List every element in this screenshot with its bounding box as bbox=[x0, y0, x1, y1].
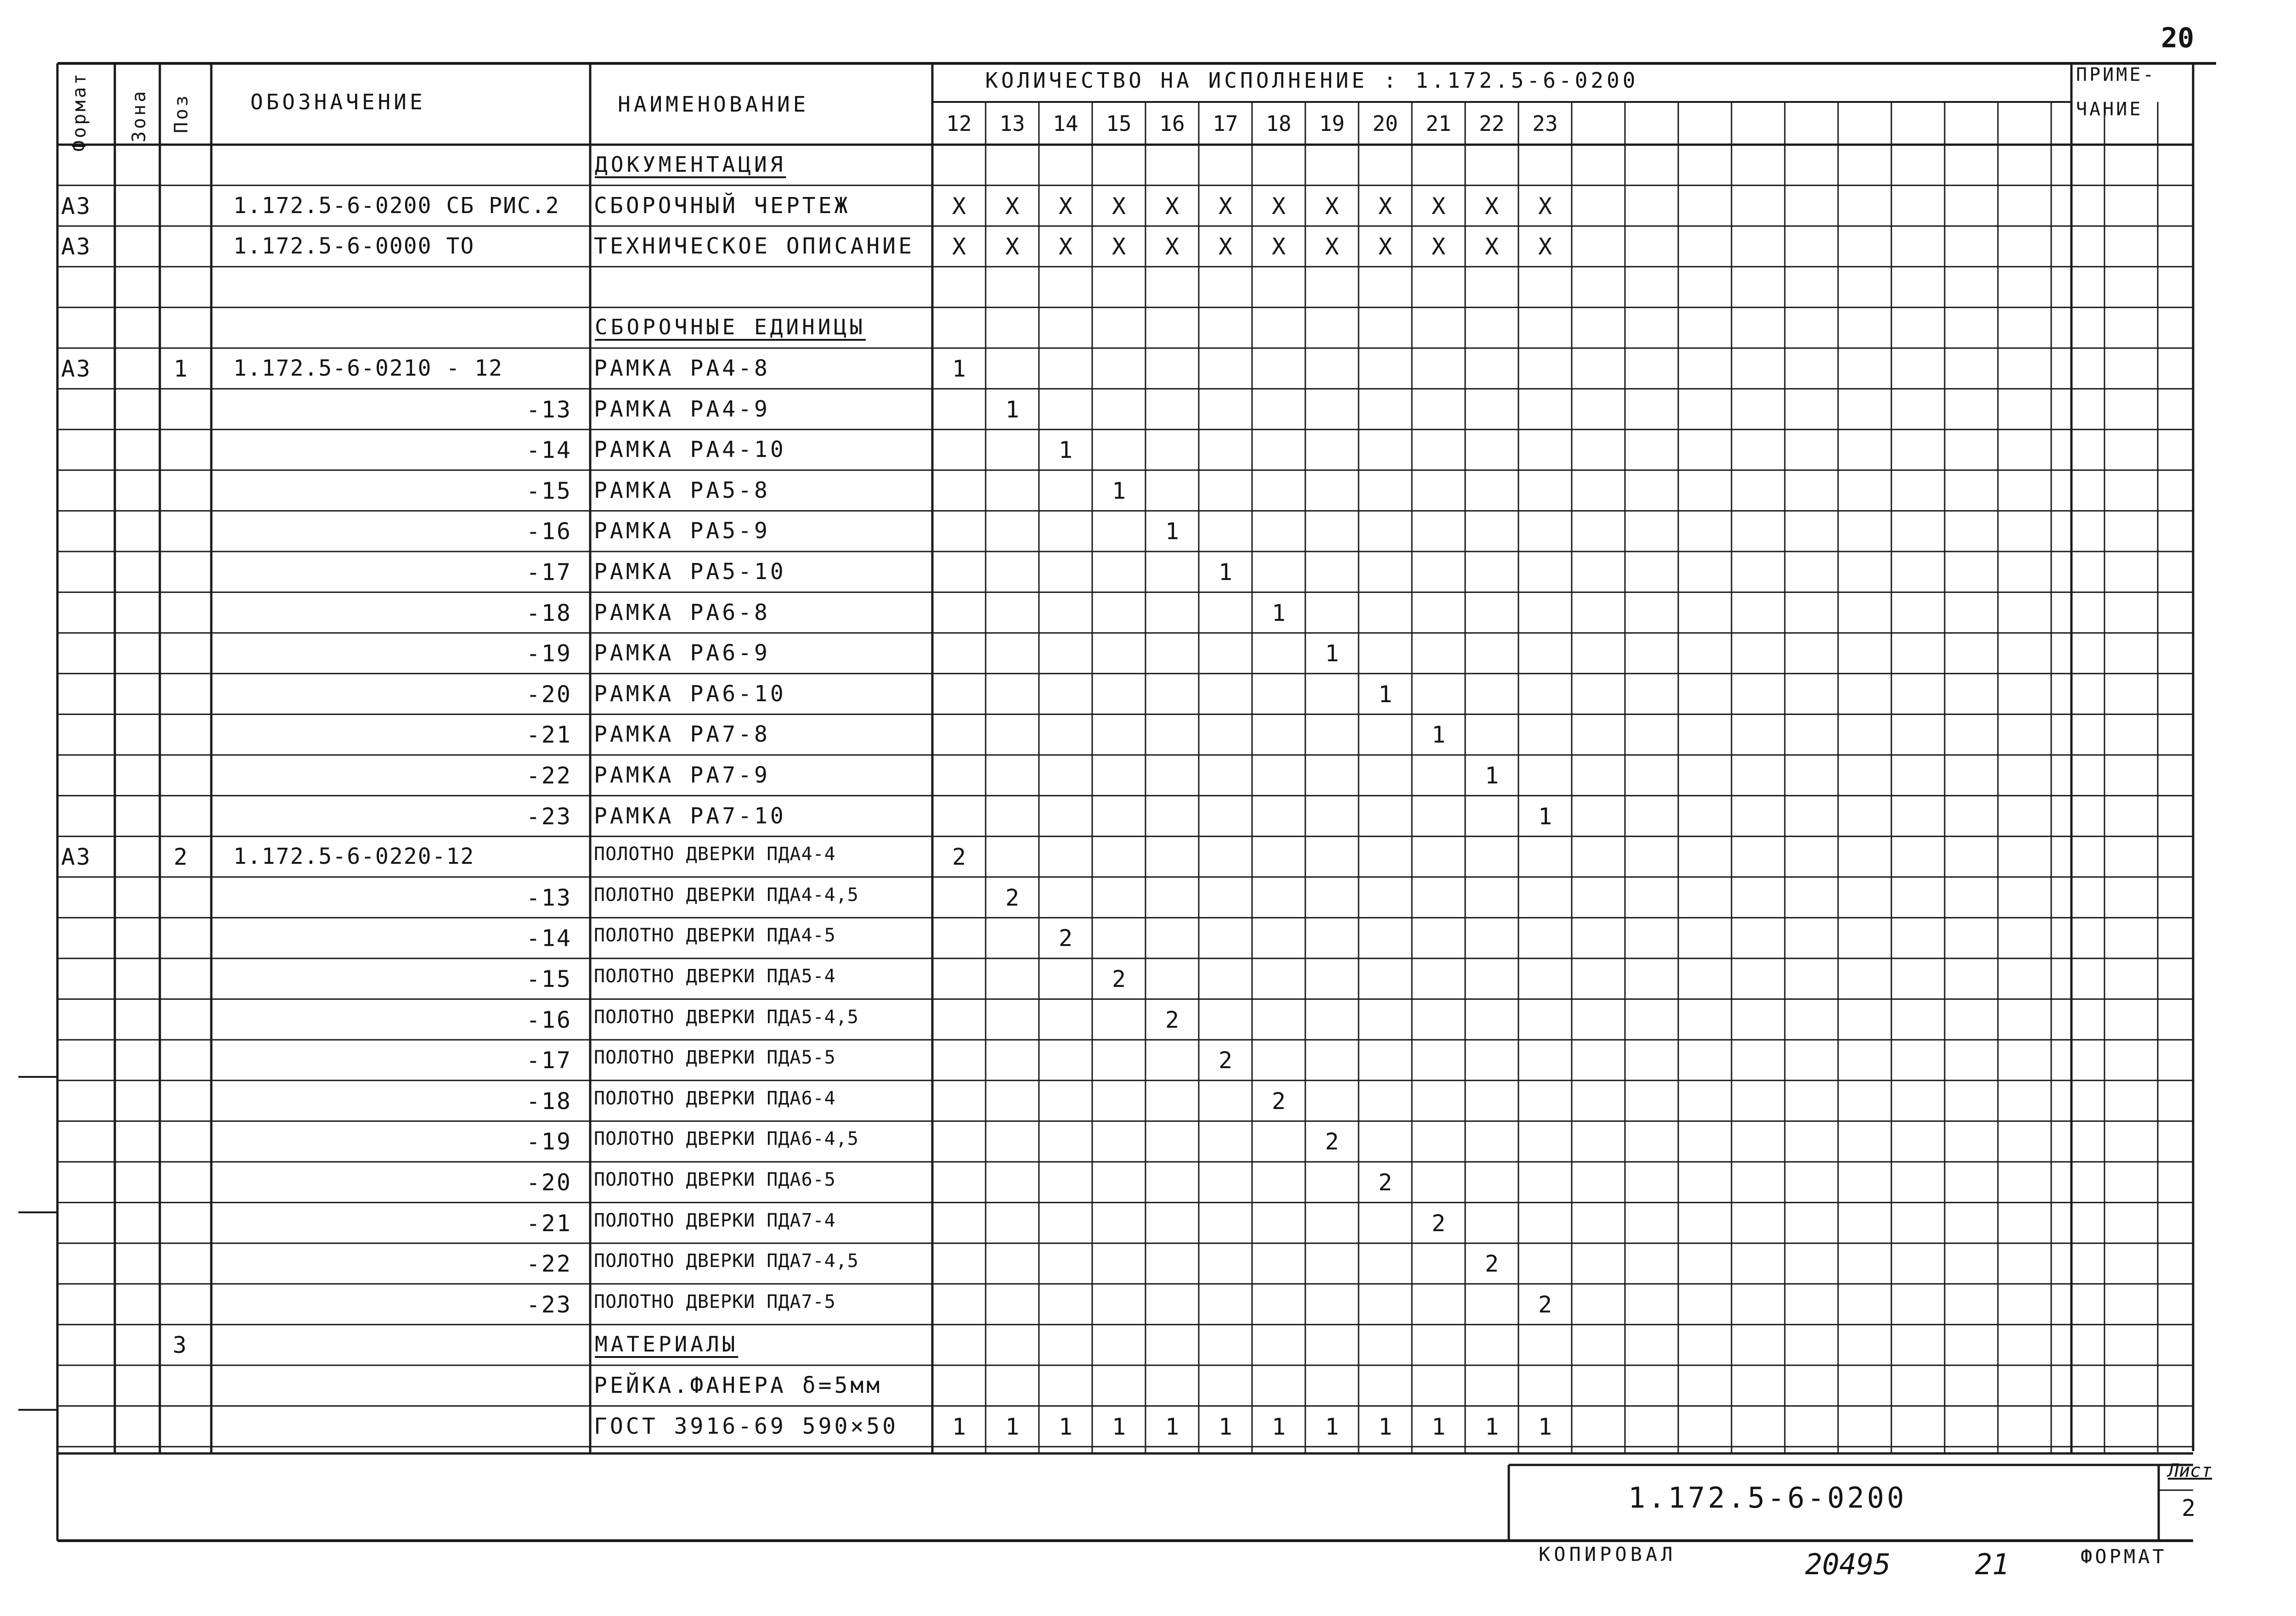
quantity-cell: X bbox=[1431, 192, 1446, 220]
designation-cell: -13 bbox=[526, 396, 572, 423]
quantity-cell: 2 bbox=[1005, 884, 1020, 911]
stamp-designation: 1.172.5-6-0200 bbox=[1628, 1481, 1907, 1515]
name-cell: РАМКА РА4-9 bbox=[594, 396, 770, 422]
name-cell: РАМКА РА7-9 bbox=[594, 762, 770, 788]
quantity-cell: 1 bbox=[1165, 518, 1179, 545]
variant-header: 15 bbox=[1106, 111, 1132, 136]
quantity-cell: 1 bbox=[1538, 1413, 1552, 1440]
format-cell: А3 bbox=[61, 233, 92, 260]
quantity-cell: 1 bbox=[1484, 1413, 1499, 1440]
designation-cell: -13 bbox=[526, 884, 572, 911]
quantity-cell: X bbox=[1111, 233, 1126, 260]
variant-header: 13 bbox=[999, 111, 1025, 136]
variant-header: 14 bbox=[1053, 111, 1078, 136]
page-number: 20 bbox=[2161, 22, 2194, 54]
name-cell: ТЕХНИЧЕСКОЕ ОПИСАНИЕ bbox=[594, 233, 914, 259]
designation-cell: -17 bbox=[526, 1047, 572, 1074]
name-cell: СБОРОЧНЫЙ ЧЕРТЕЖ bbox=[594, 192, 851, 219]
name-cell: РАМКА РА4-8 bbox=[594, 355, 770, 381]
name-cell: ПОЛОТНО ДВЕРКИ ПДА6-4 bbox=[594, 1087, 836, 1109]
quantity-cell: X bbox=[1538, 192, 1552, 220]
variant-header: 22 bbox=[1479, 111, 1505, 136]
designation-cell: -16 bbox=[526, 518, 572, 545]
quantity-cell: 1 bbox=[1325, 640, 1339, 667]
quantity-cell: X bbox=[1538, 233, 1552, 260]
quantity-cell: X bbox=[1058, 192, 1073, 220]
header-format: Формат bbox=[69, 71, 90, 152]
format-cell: А3 bbox=[61, 192, 92, 220]
name-cell: ПОЛОТНО ДВЕРКИ ПДА6-5 bbox=[594, 1169, 836, 1190]
quantity-cell: 2 bbox=[1325, 1128, 1339, 1155]
designation-cell: -21 bbox=[526, 721, 572, 749]
quantity-cell: X bbox=[1378, 233, 1393, 260]
designation-cell: -21 bbox=[526, 1210, 572, 1237]
quantity-cell: X bbox=[1325, 233, 1339, 260]
quantity-cell: 2 bbox=[952, 844, 966, 871]
designation-cell: -15 bbox=[526, 966, 572, 992]
name-cell: РАМКА РА6-8 bbox=[594, 599, 770, 625]
quantity-cell: 2 bbox=[1111, 966, 1126, 992]
quantity-cell: 2 bbox=[1271, 1087, 1286, 1115]
quantity-cell: X bbox=[952, 233, 966, 260]
name-cell: ПОЛОТНО ДВЕРКИ ПДА5-5 bbox=[594, 1047, 836, 1069]
name-cell: ПОЛОТНО ДВЕРКИ ПДА5-4,5 bbox=[594, 1006, 859, 1028]
designation-cell: -20 bbox=[526, 681, 572, 708]
name-cell: ПОЛОТНО ДВЕРКИ ПДА4-5 bbox=[594, 925, 836, 946]
name-cell: РАМКА РА7-10 bbox=[594, 803, 786, 829]
name-cell: ПОЛОТНО ДВЕРКИ ПДА7-4,5 bbox=[594, 1250, 859, 1272]
quantity-cell: 2 bbox=[1484, 1250, 1499, 1278]
designation-cell: -15 bbox=[526, 477, 572, 504]
name-cell: РАМКА РА5-9 bbox=[594, 518, 770, 544]
name-cell: ПОЛОТНО ДВЕРКИ ПДА5-4 bbox=[594, 966, 836, 987]
variant-header: 12 bbox=[946, 111, 972, 136]
designation-cell: -14 bbox=[526, 925, 572, 952]
quantity-cell: 1 bbox=[1431, 721, 1446, 749]
quantity-cell: 1 bbox=[1218, 1413, 1233, 1440]
variant-header: 20 bbox=[1372, 111, 1398, 136]
footer-number: 20495 bbox=[1805, 1548, 1891, 1581]
quantity-cell: X bbox=[1058, 233, 1073, 260]
stamp-sheet-number: 2 bbox=[2182, 1495, 2196, 1521]
quantity-cell: X bbox=[1484, 192, 1499, 220]
designation-cell: -22 bbox=[526, 762, 572, 789]
quantity-cell: 2 bbox=[1165, 1006, 1179, 1033]
quantity-cell: 1 bbox=[1378, 1413, 1393, 1440]
variant-header: 16 bbox=[1159, 111, 1185, 136]
footer-format: ФОРМАТ bbox=[2081, 1545, 2167, 1568]
variant-header: 23 bbox=[1532, 111, 1558, 136]
name-cell: ПОЛОТНО ДВЕРКИ ПДА7-4 bbox=[594, 1210, 836, 1231]
name-cell: РЕЙКА.ФАНЕРА δ=5мм bbox=[594, 1373, 883, 1398]
quantity-cell: 1 bbox=[1538, 803, 1552, 830]
designation-cell: 1.172.5-6-0220-12 bbox=[233, 844, 475, 870]
quantity-cell: X bbox=[1218, 233, 1233, 260]
quantity-cell: 1 bbox=[1058, 437, 1073, 464]
position-number: 1 bbox=[174, 355, 189, 382]
variant-header: 18 bbox=[1266, 111, 1292, 136]
header-quantity-title: КОЛИЧЕСТВО НА ИСПОЛНЕНИЕ : 1.172.5-6-0200 bbox=[985, 68, 1639, 93]
designation-cell: -18 bbox=[526, 1087, 572, 1115]
quantity-cell: X bbox=[1165, 233, 1179, 260]
designation-cell: 1.172.5-6-0200 СБ РИС.2 bbox=[233, 192, 560, 219]
section-title: СБОРОЧНЫЕ ЕДИНИЦЫ bbox=[595, 315, 866, 340]
header-zone: Зона bbox=[129, 89, 150, 142]
position-number: 2 bbox=[174, 844, 189, 871]
designation-cell: 1.172.5-6-0210 - 12 bbox=[233, 355, 503, 381]
designation-cell: 1.172.5-6-0000 ТО bbox=[233, 233, 475, 259]
name-cell: ПОЛОТНО ДВЕРКИ ПДА4-4,5 bbox=[594, 884, 859, 906]
quantity-cell: 1 bbox=[1378, 681, 1393, 708]
header-name: НАИМЕНОВАНИЕ bbox=[618, 92, 809, 117]
footer-copied: КОПИРОВАЛ bbox=[1539, 1543, 1676, 1565]
quantity-cell: 1 bbox=[1484, 762, 1499, 789]
quantity-cell: X bbox=[1005, 233, 1020, 260]
quantity-cell: 1 bbox=[1271, 1413, 1286, 1440]
variant-header: 19 bbox=[1319, 111, 1345, 136]
quantity-cell: 2 bbox=[1218, 1047, 1233, 1074]
designation-cell: -19 bbox=[526, 1128, 572, 1155]
quantity-cell: X bbox=[1271, 233, 1286, 260]
designation-cell: -16 bbox=[526, 1006, 572, 1033]
quantity-cell: X bbox=[1005, 192, 1020, 220]
quantity-cell: 1 bbox=[1325, 1413, 1339, 1440]
footer-number2: 21 bbox=[1975, 1548, 2009, 1581]
quantity-cell: X bbox=[1271, 192, 1286, 220]
quantity-cell: 2 bbox=[1378, 1169, 1393, 1196]
designation-cell: -20 bbox=[526, 1169, 572, 1196]
designation-cell: -23 bbox=[526, 1291, 572, 1318]
variant-header: 17 bbox=[1213, 111, 1238, 136]
name-cell: ПОЛОТНО ДВЕРКИ ПДА4-4 bbox=[594, 844, 836, 865]
name-cell: РАМКА РА6-10 bbox=[594, 681, 786, 707]
quantity-cell: X bbox=[1484, 233, 1499, 260]
designation-cell: -23 bbox=[526, 803, 572, 830]
quantity-cell: 1 bbox=[1005, 396, 1020, 423]
variant-header: 21 bbox=[1426, 111, 1451, 136]
name-cell: ПОЛОТНО ДВЕРКИ ПДА6-4,5 bbox=[594, 1128, 859, 1150]
designation-cell: -19 bbox=[526, 640, 572, 667]
name-cell: РАМКА РА4-10 bbox=[594, 437, 786, 463]
quantity-cell: X bbox=[1111, 192, 1126, 220]
designation-cell: -17 bbox=[526, 559, 572, 586]
name-cell: РАМКА РА5-10 bbox=[594, 559, 786, 585]
quantity-cell: X bbox=[1378, 192, 1393, 220]
section-title: МАТЕРИАЛЫ bbox=[595, 1332, 739, 1357]
designation-cell: -18 bbox=[526, 599, 572, 626]
stamp-sheet-label: Лист bbox=[2168, 1460, 2212, 1481]
quantity-cell: 1 bbox=[952, 1413, 966, 1440]
format-cell: А3 bbox=[61, 355, 92, 382]
quantity-cell: X bbox=[1218, 192, 1233, 220]
section-title: ДОКУМЕНТАЦИЯ bbox=[595, 152, 786, 177]
header-pos: Поз bbox=[171, 93, 192, 133]
position-number: 3 bbox=[173, 1332, 188, 1359]
quantity-cell: X bbox=[952, 192, 966, 220]
header-note-line2: ЧАНИЕ bbox=[2076, 99, 2143, 120]
quantity-cell: 1 bbox=[1271, 599, 1286, 626]
quantity-cell: 1 bbox=[952, 355, 966, 382]
header-note-line1: ПРИМЕ- bbox=[2076, 64, 2156, 85]
name-cell: РАМКА РА7-8 bbox=[594, 721, 770, 748]
quantity-cell: 1 bbox=[1218, 559, 1233, 586]
name-cell: ГОСТ 3916-69 590×50 bbox=[594, 1413, 899, 1439]
quantity-cell: 1 bbox=[1005, 1413, 1020, 1440]
designation-cell: -22 bbox=[526, 1250, 572, 1278]
quantity-cell: 1 bbox=[1111, 1413, 1126, 1440]
name-cell: ПОЛОТНО ДВЕРКИ ПДА7-5 bbox=[594, 1291, 836, 1312]
quantity-cell: X bbox=[1165, 192, 1179, 220]
quantity-cell: 2 bbox=[1538, 1291, 1552, 1318]
quantity-cell: 2 bbox=[1431, 1210, 1446, 1237]
quantity-cell: 1 bbox=[1165, 1413, 1179, 1440]
quantity-cell: 1 bbox=[1058, 1413, 1073, 1440]
quantity-cell: X bbox=[1325, 192, 1339, 220]
quantity-cell: 1 bbox=[1111, 477, 1126, 504]
quantity-cell: 1 bbox=[1431, 1413, 1446, 1440]
quantity-cell: X bbox=[1431, 233, 1446, 260]
designation-cell: -14 bbox=[526, 437, 572, 464]
name-cell: РАМКА РА6-9 bbox=[594, 640, 770, 666]
quantity-cell: 2 bbox=[1058, 925, 1073, 952]
format-cell: А3 bbox=[61, 844, 92, 871]
name-cell: РАМКА РА5-8 bbox=[594, 477, 770, 503]
header-designation: ОБОЗНАЧЕНИЕ bbox=[250, 90, 426, 114]
